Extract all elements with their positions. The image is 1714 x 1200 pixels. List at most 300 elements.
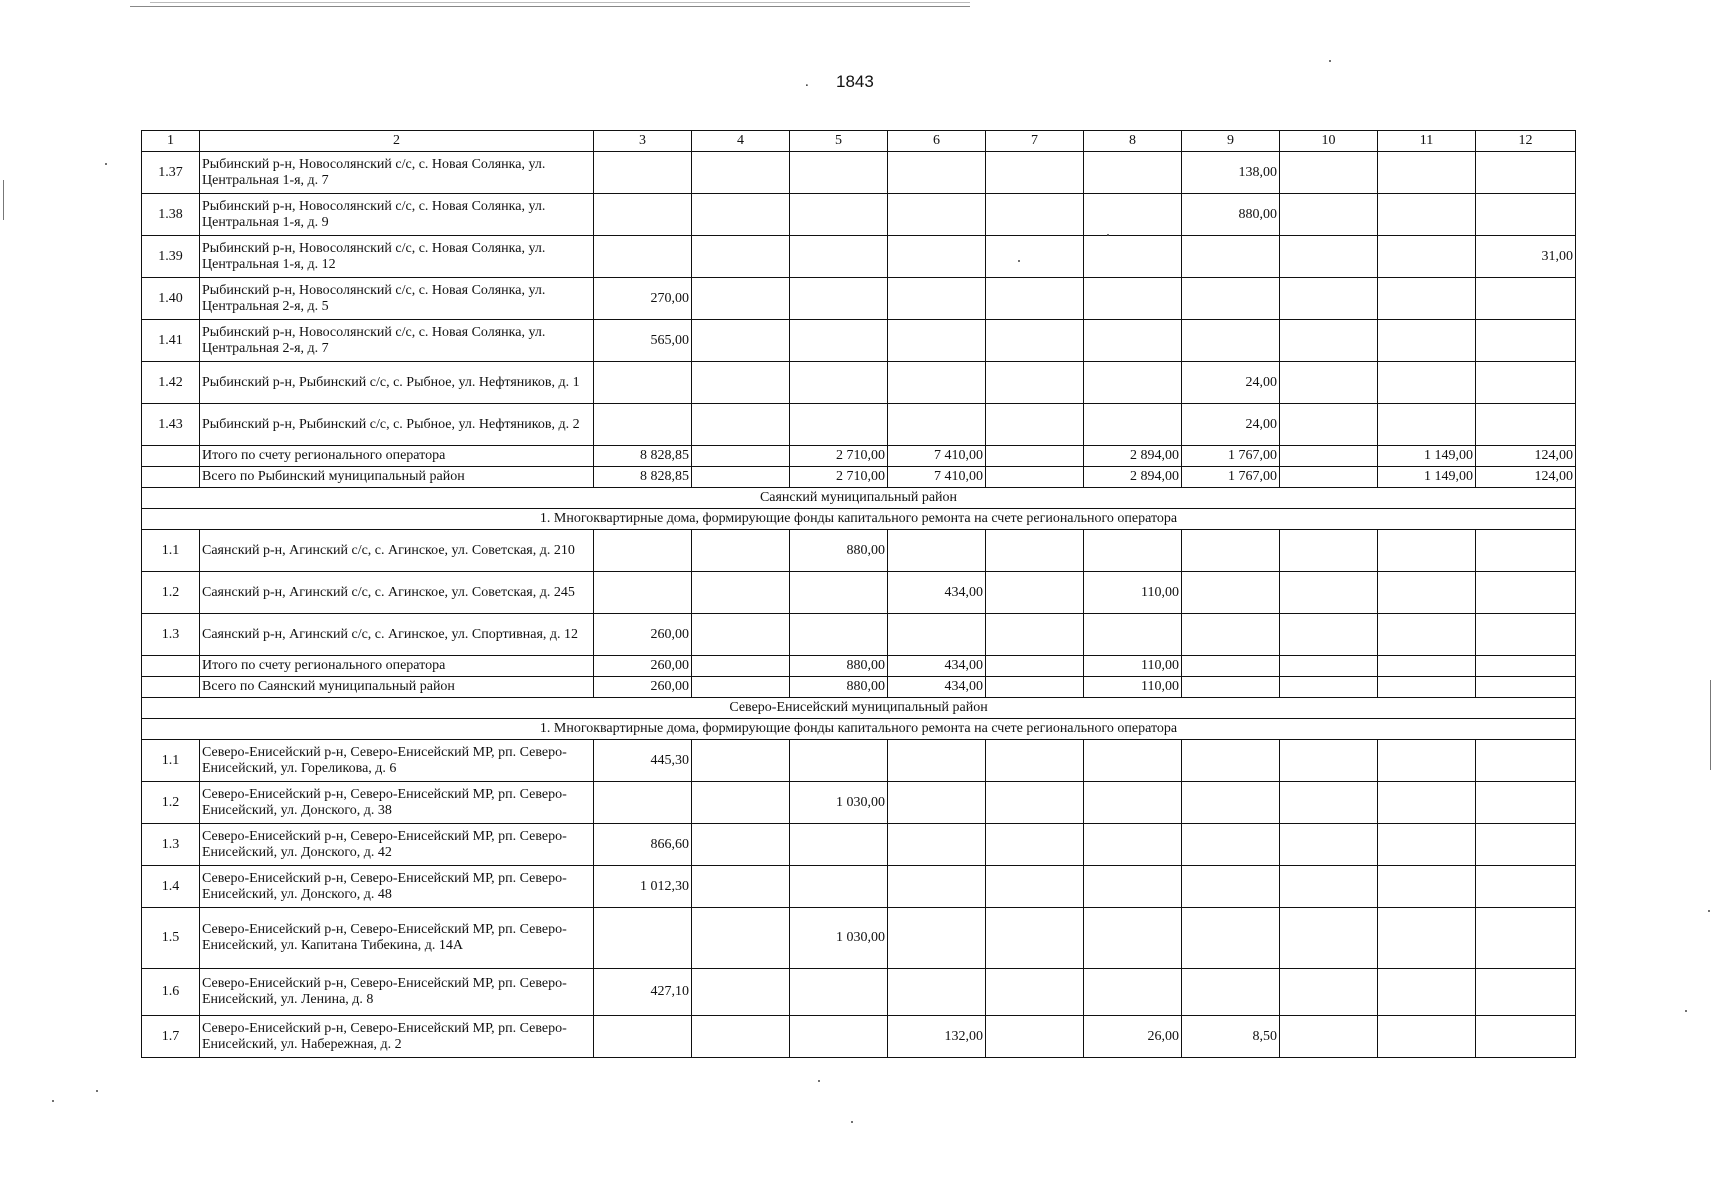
value-cell-col-10 xyxy=(1280,236,1378,278)
value-cell-col-3: 445,30 xyxy=(594,740,692,782)
section-title: Саянский муниципальный район xyxy=(142,488,1576,509)
value-cell-col-8: 26,00 xyxy=(1084,1016,1182,1058)
value-cell-col-9 xyxy=(1182,824,1280,866)
value-cell-col-11 xyxy=(1378,782,1476,824)
value-cell-col-12 xyxy=(1476,572,1576,614)
value-cell-col-3 xyxy=(594,908,692,969)
address-cell: Рыбинский р-н, Новосолянский с/с, с. Новая Солянка, ул. Центральная 1-я, д. 9 xyxy=(200,194,594,236)
value-cell-col-12 xyxy=(1476,614,1576,656)
value-cell-col-6 xyxy=(888,152,986,194)
row-number: 1.42 xyxy=(142,362,200,404)
table-row xyxy=(142,740,1576,782)
value-cell-col-11 xyxy=(1378,278,1476,320)
value-cell-col-5 xyxy=(790,614,888,656)
value-cell-col-11 xyxy=(1378,194,1476,236)
value-cell-col-6 xyxy=(888,236,986,278)
total-label: Итого по счету регионального оператора xyxy=(200,446,594,467)
value-cell-col-6: 132,00 xyxy=(888,1016,986,1058)
value-cell-col-6: 434,00 xyxy=(888,572,986,614)
value-cell-col-8: 110,00 xyxy=(1084,677,1182,698)
value-cell-col-6 xyxy=(888,614,986,656)
value-cell-col-3 xyxy=(594,194,692,236)
row-number: 1.5 xyxy=(142,908,200,969)
value-cell-col-3 xyxy=(594,530,692,572)
value-cell-col-11 xyxy=(1378,824,1476,866)
value-cell-col-9: 24,00 xyxy=(1182,362,1280,404)
header-cell: 8 xyxy=(1084,131,1182,152)
value-cell-col-10 xyxy=(1280,467,1378,488)
value-cell-col-9: 1 767,00 xyxy=(1182,467,1280,488)
row-number: 1.2 xyxy=(142,572,200,614)
value-cell-col-4 xyxy=(692,530,790,572)
value-cell-col-4 xyxy=(692,908,790,969)
value-cell-col-5: 1 030,00 xyxy=(790,908,888,969)
value-cell-col-3 xyxy=(594,404,692,446)
page-dot: . xyxy=(805,74,809,90)
value-cell-col-12 xyxy=(1476,404,1576,446)
value-cell-col-7 xyxy=(986,362,1084,404)
header-cell: 11 xyxy=(1378,131,1476,152)
value-cell-col-8 xyxy=(1084,404,1182,446)
value-cell-col-6 xyxy=(888,194,986,236)
value-cell-col-7 xyxy=(986,656,1084,677)
value-cell-col-5: 1 030,00 xyxy=(790,782,888,824)
value-cell-col-9 xyxy=(1182,782,1280,824)
row-number xyxy=(142,446,200,467)
value-cell-col-4 xyxy=(692,677,790,698)
value-cell-col-7 xyxy=(986,782,1084,824)
row-number: 1.4 xyxy=(142,866,200,908)
value-cell-col-7 xyxy=(986,446,1084,467)
value-cell-col-7 xyxy=(986,404,1084,446)
value-cell-col-5 xyxy=(790,362,888,404)
total-label: Всего по Рыбинский муниципальный район xyxy=(200,467,594,488)
value-cell-col-6 xyxy=(888,320,986,362)
value-cell-col-4 xyxy=(692,969,790,1016)
value-cell-col-4 xyxy=(692,824,790,866)
value-cell-col-4 xyxy=(692,656,790,677)
value-cell-col-3 xyxy=(594,782,692,824)
value-cell-col-9 xyxy=(1182,614,1280,656)
row-number: 1.3 xyxy=(142,824,200,866)
header-cell: 1 xyxy=(142,131,200,152)
row-number: 1.1 xyxy=(142,740,200,782)
scan-speck xyxy=(1708,910,1710,912)
value-cell-col-11 xyxy=(1378,530,1476,572)
value-cell-col-12 xyxy=(1476,740,1576,782)
value-cell-col-9: 1 767,00 xyxy=(1182,446,1280,467)
scan-speck xyxy=(52,1100,54,1102)
value-cell-col-12 xyxy=(1476,194,1576,236)
value-cell-col-5 xyxy=(790,969,888,1016)
total-row xyxy=(142,677,1576,698)
row-number: 1.41 xyxy=(142,320,200,362)
value-cell-col-4 xyxy=(692,446,790,467)
value-cell-col-3: 565,00 xyxy=(594,320,692,362)
page-number: 1843 xyxy=(836,72,874,91)
value-cell-col-9 xyxy=(1182,677,1280,698)
value-cell-col-11 xyxy=(1378,677,1476,698)
value-cell-col-8 xyxy=(1084,824,1182,866)
row-number: 1.43 xyxy=(142,404,200,446)
value-cell-col-3 xyxy=(594,362,692,404)
value-cell-col-8: 110,00 xyxy=(1084,572,1182,614)
value-cell-col-5: 880,00 xyxy=(790,530,888,572)
value-cell-col-10 xyxy=(1280,362,1378,404)
value-cell-col-10 xyxy=(1280,969,1378,1016)
address-cell: Северо-Енисейский р-н, Северо-Енисейский МР, рп. Северо-Енисейский, ул. Гореликова, д. 6 xyxy=(200,740,594,782)
value-cell-col-12 xyxy=(1476,866,1576,908)
address-cell: Саянский р-н, Агинский с/с, с. Агинское, ул. Советская, д. 245 xyxy=(200,572,594,614)
value-cell-col-3: 270,00 xyxy=(594,278,692,320)
header-row xyxy=(142,131,1576,152)
value-cell-col-6 xyxy=(888,404,986,446)
value-cell-col-12 xyxy=(1476,677,1576,698)
value-cell-col-5 xyxy=(790,404,888,446)
value-cell-col-5 xyxy=(790,572,888,614)
section-title: 1. Многоквартирные дома, формирующие фонды капитального ремонта на счете регионального оператора xyxy=(142,719,1576,740)
value-cell-col-6 xyxy=(888,278,986,320)
value-cell-col-12: 31,00 xyxy=(1476,236,1576,278)
value-cell-col-7 xyxy=(986,152,1084,194)
value-cell-col-9 xyxy=(1182,278,1280,320)
value-cell-col-7 xyxy=(986,677,1084,698)
value-cell-col-9 xyxy=(1182,236,1280,278)
row-number xyxy=(142,677,200,698)
value-cell-col-8: 2 894,00 xyxy=(1084,446,1182,467)
row-number: 1.1 xyxy=(142,530,200,572)
value-cell-col-6 xyxy=(888,908,986,969)
header-cell: 7 xyxy=(986,131,1084,152)
header-cell: 12 xyxy=(1476,131,1576,152)
row-number: 1.7 xyxy=(142,1016,200,1058)
value-cell-col-10 xyxy=(1280,824,1378,866)
header-cell: 4 xyxy=(692,131,790,152)
value-cell-col-7 xyxy=(986,866,1084,908)
table-row xyxy=(142,152,1576,194)
address-cell: Северо-Енисейский р-н, Северо-Енисейский МР, рп. Северо-Енисейский, ул. Донского, д. 38 xyxy=(200,782,594,824)
value-cell-col-4 xyxy=(692,404,790,446)
table-row xyxy=(142,614,1576,656)
total-label: Итого по счету регионального оператора xyxy=(200,656,594,677)
value-cell-col-9 xyxy=(1182,572,1280,614)
value-cell-col-5 xyxy=(790,152,888,194)
value-cell-col-11 xyxy=(1378,572,1476,614)
value-cell-col-9 xyxy=(1182,740,1280,782)
value-cell-col-5: 880,00 xyxy=(790,656,888,677)
value-cell-col-11 xyxy=(1378,614,1476,656)
value-cell-col-6: 434,00 xyxy=(888,656,986,677)
value-cell-col-6 xyxy=(888,969,986,1016)
value-cell-col-11 xyxy=(1378,152,1476,194)
table-row xyxy=(142,969,1576,1016)
value-cell-col-12 xyxy=(1476,362,1576,404)
address-cell: Саянский р-н, Агинский с/с, с. Агинское, ул. Советская, д. 210 xyxy=(200,530,594,572)
value-cell-col-4 xyxy=(692,782,790,824)
value-cell-col-10 xyxy=(1280,677,1378,698)
value-cell-col-7 xyxy=(986,278,1084,320)
value-cell-col-10 xyxy=(1280,782,1378,824)
value-cell-col-12 xyxy=(1476,824,1576,866)
section-row xyxy=(142,509,1576,530)
value-cell-col-4 xyxy=(692,194,790,236)
value-cell-col-7 xyxy=(986,908,1084,969)
value-cell-col-7 xyxy=(986,740,1084,782)
value-cell-col-9: 8,50 xyxy=(1182,1016,1280,1058)
value-cell-col-9 xyxy=(1182,866,1280,908)
value-cell-col-8 xyxy=(1084,152,1182,194)
value-cell-col-7 xyxy=(986,614,1084,656)
value-cell-col-5 xyxy=(790,278,888,320)
value-cell-col-11: 1 149,00 xyxy=(1378,467,1476,488)
section-row xyxy=(142,719,1576,740)
table-row xyxy=(142,320,1576,362)
scan-edge-mark xyxy=(3,180,4,220)
value-cell-col-3 xyxy=(594,572,692,614)
value-cell-col-4 xyxy=(692,1016,790,1058)
value-cell-col-8 xyxy=(1084,278,1182,320)
value-cell-col-6 xyxy=(888,824,986,866)
row-number xyxy=(142,656,200,677)
value-cell-col-10 xyxy=(1280,446,1378,467)
value-cell-col-10 xyxy=(1280,614,1378,656)
value-cell-col-9 xyxy=(1182,320,1280,362)
row-number: 1.40 xyxy=(142,278,200,320)
value-cell-col-11 xyxy=(1378,404,1476,446)
value-cell-col-11 xyxy=(1378,656,1476,677)
scan-speck xyxy=(96,1090,98,1092)
value-cell-col-12 xyxy=(1476,320,1576,362)
row-number: 1.2 xyxy=(142,782,200,824)
value-cell-col-12 xyxy=(1476,656,1576,677)
value-cell-col-6 xyxy=(888,782,986,824)
address-cell: Рыбинский р-н, Рыбинский с/с, с. Рыбное, ул. Нефтяников, д. 1 xyxy=(200,362,594,404)
value-cell-col-8 xyxy=(1084,969,1182,1016)
value-cell-col-10 xyxy=(1280,152,1378,194)
value-cell-col-4 xyxy=(692,467,790,488)
value-cell-col-10 xyxy=(1280,320,1378,362)
value-cell-col-5 xyxy=(790,236,888,278)
value-cell-col-8 xyxy=(1084,530,1182,572)
value-cell-col-11 xyxy=(1378,969,1476,1016)
value-cell-col-4 xyxy=(692,278,790,320)
table-row xyxy=(142,362,1576,404)
address-cell: Рыбинский р-н, Рыбинский с/с, с. Рыбное, ул. Нефтяников, д. 2 xyxy=(200,404,594,446)
section-row xyxy=(142,488,1576,509)
value-cell-col-5 xyxy=(790,1016,888,1058)
value-cell-col-8 xyxy=(1084,362,1182,404)
value-cell-col-10 xyxy=(1280,278,1378,320)
total-row xyxy=(142,656,1576,677)
value-cell-col-12 xyxy=(1476,278,1576,320)
value-cell-col-3 xyxy=(594,152,692,194)
value-cell-col-7 xyxy=(986,236,1084,278)
value-cell-col-3: 260,00 xyxy=(594,614,692,656)
address-cell: Северо-Енисейский р-н, Северо-Енисейский МР, рп. Северо-Енисейский, ул. Набережная, д. 2 xyxy=(200,1016,594,1058)
scan-speck xyxy=(1107,234,1109,236)
row-number xyxy=(142,467,200,488)
value-cell-col-4 xyxy=(692,362,790,404)
header-cell: 2 xyxy=(200,131,594,152)
value-cell-col-9 xyxy=(1182,908,1280,969)
value-cell-col-6 xyxy=(888,362,986,404)
value-cell-col-8 xyxy=(1084,614,1182,656)
value-cell-col-6: 7 410,00 xyxy=(888,446,986,467)
table-row xyxy=(142,866,1576,908)
address-cell: Северо-Енисейский р-н, Северо-Енисейский МР, рп. Северо-Енисейский, ул. Донского, д. 42 xyxy=(200,824,594,866)
value-cell-col-11 xyxy=(1378,740,1476,782)
row-number: 1.39 xyxy=(142,236,200,278)
value-cell-col-9 xyxy=(1182,656,1280,677)
value-cell-col-5: 880,00 xyxy=(790,677,888,698)
table-row xyxy=(142,782,1576,824)
value-cell-col-4 xyxy=(692,740,790,782)
value-cell-col-4 xyxy=(692,572,790,614)
address-cell: Рыбинский р-н, Новосолянский с/с, с. Новая Солянка, ул. Центральная 2-я, д. 5 xyxy=(200,278,594,320)
value-cell-col-10 xyxy=(1280,656,1378,677)
value-cell-col-7 xyxy=(986,1016,1084,1058)
table-row xyxy=(142,278,1576,320)
value-cell-col-9: 138,00 xyxy=(1182,152,1280,194)
section-row xyxy=(142,698,1576,719)
value-cell-col-4 xyxy=(692,320,790,362)
value-cell-col-10 xyxy=(1280,404,1378,446)
value-cell-col-7 xyxy=(986,467,1084,488)
value-cell-col-7 xyxy=(986,194,1084,236)
value-cell-col-5 xyxy=(790,194,888,236)
value-cell-col-10 xyxy=(1280,530,1378,572)
scan-edge-line xyxy=(150,2,970,3)
address-cell: Северо-Енисейский р-н, Северо-Енисейский МР, рп. Северо-Енисейский, ул. Донского, д. 48 xyxy=(200,866,594,908)
value-cell-col-3 xyxy=(594,1016,692,1058)
value-cell-col-10 xyxy=(1280,572,1378,614)
section-title: 1. Многоквартирные дома, формирующие фонды капитального ремонта на счете регионального оператора xyxy=(142,509,1576,530)
value-cell-col-5 xyxy=(790,824,888,866)
value-cell-col-5 xyxy=(790,866,888,908)
total-row xyxy=(142,446,1576,467)
value-cell-col-4 xyxy=(692,866,790,908)
value-cell-col-10 xyxy=(1280,740,1378,782)
value-cell-col-3: 8 828,85 xyxy=(594,446,692,467)
value-cell-col-10 xyxy=(1280,194,1378,236)
value-cell-col-8 xyxy=(1084,908,1182,969)
value-cell-col-4 xyxy=(692,236,790,278)
value-cell-col-10 xyxy=(1280,908,1378,969)
table-row xyxy=(142,824,1576,866)
value-cell-col-6: 7 410,00 xyxy=(888,467,986,488)
value-cell-col-7 xyxy=(986,572,1084,614)
value-cell-col-3 xyxy=(594,236,692,278)
value-cell-col-9 xyxy=(1182,969,1280,1016)
value-cell-col-11 xyxy=(1378,236,1476,278)
value-cell-col-11 xyxy=(1378,866,1476,908)
value-cell-col-7 xyxy=(986,969,1084,1016)
value-cell-col-8: 2 894,00 xyxy=(1084,467,1182,488)
row-number: 1.3 xyxy=(142,614,200,656)
value-cell-col-6 xyxy=(888,530,986,572)
scan-speck xyxy=(1685,1010,1687,1012)
value-cell-col-9 xyxy=(1182,530,1280,572)
address-cell: Рыбинский р-н, Новосолянский с/с, с. Новая Солянка, ул. Центральная 1-я, д. 7 xyxy=(200,152,594,194)
row-number: 1.38 xyxy=(142,194,200,236)
value-cell-col-12 xyxy=(1476,782,1576,824)
scan-edge-line xyxy=(130,6,970,7)
table-row xyxy=(142,572,1576,614)
address-cell: Рыбинский р-н, Новосолянский с/с, с. Новая Солянка, ул. Центральная 2-я, д. 7 xyxy=(200,320,594,362)
value-cell-col-10 xyxy=(1280,866,1378,908)
value-cell-col-12 xyxy=(1476,530,1576,572)
value-cell-col-11 xyxy=(1378,362,1476,404)
value-cell-col-9: 24,00 xyxy=(1182,404,1280,446)
value-cell-col-7 xyxy=(986,530,1084,572)
value-cell-col-5: 2 710,00 xyxy=(790,446,888,467)
scan-speck xyxy=(818,1080,820,1082)
scan-speck xyxy=(1329,60,1331,62)
value-cell-col-12 xyxy=(1476,152,1576,194)
address-cell: Северо-Енисейский р-н, Северо-Енисейский МР, рп. Северо-Енисейский, ул. Капитана Тибекина, д. 14А xyxy=(200,908,594,969)
value-cell-col-3: 1 012,30 xyxy=(594,866,692,908)
scan-edge-mark xyxy=(1710,680,1711,770)
value-cell-col-9: 880,00 xyxy=(1182,194,1280,236)
value-cell-col-6: 434,00 xyxy=(888,677,986,698)
value-cell-col-8 xyxy=(1084,740,1182,782)
value-cell-col-3: 260,00 xyxy=(594,656,692,677)
section-title: Северо-Енисейский муниципальный район xyxy=(142,698,1576,719)
value-cell-col-11 xyxy=(1378,908,1476,969)
value-cell-col-3: 8 828,85 xyxy=(594,467,692,488)
value-cell-col-8: 110,00 xyxy=(1084,656,1182,677)
value-cell-col-11: 1 149,00 xyxy=(1378,446,1476,467)
value-cell-col-12 xyxy=(1476,1016,1576,1058)
value-cell-col-10 xyxy=(1280,1016,1378,1058)
value-cell-col-6 xyxy=(888,740,986,782)
address-cell: Северо-Енисейский р-н, Северо-Енисейский МР, рп. Северо-Енисейский, ул. Ленина, д. 8 xyxy=(200,969,594,1016)
value-cell-col-6 xyxy=(888,866,986,908)
header-cell: 10 xyxy=(1280,131,1378,152)
table-row xyxy=(142,194,1576,236)
value-cell-col-4 xyxy=(692,152,790,194)
value-cell-col-7 xyxy=(986,824,1084,866)
value-cell-col-12: 124,00 xyxy=(1476,467,1576,488)
value-cell-col-12: 124,00 xyxy=(1476,446,1576,467)
header-cell: 9 xyxy=(1182,131,1280,152)
table-row xyxy=(142,236,1576,278)
total-label: Всего по Саянский муниципальный район xyxy=(200,677,594,698)
address-cell: Рыбинский р-н, Новосолянский с/с, с. Новая Солянка, ул. Центральная 1-я, д. 12 xyxy=(200,236,594,278)
value-cell-col-3: 427,10 xyxy=(594,969,692,1016)
header-cell: 5 xyxy=(790,131,888,152)
table-row xyxy=(142,530,1576,572)
value-cell-col-11 xyxy=(1378,1016,1476,1058)
scan-speck xyxy=(1018,260,1020,262)
value-cell-col-3: 260,00 xyxy=(594,677,692,698)
value-cell-col-8 xyxy=(1084,866,1182,908)
scan-speck xyxy=(851,1121,853,1123)
value-cell-col-8 xyxy=(1084,194,1182,236)
data-table xyxy=(141,130,1576,1058)
value-cell-col-12 xyxy=(1476,908,1576,969)
value-cell-col-11 xyxy=(1378,320,1476,362)
scan-speck xyxy=(105,163,107,165)
value-cell-col-8 xyxy=(1084,236,1182,278)
value-cell-col-8 xyxy=(1084,782,1182,824)
row-number: 1.37 xyxy=(142,152,200,194)
total-row xyxy=(142,467,1576,488)
value-cell-col-5 xyxy=(790,740,888,782)
value-cell-col-5 xyxy=(790,320,888,362)
header-cell: 3 xyxy=(594,131,692,152)
value-cell-col-5: 2 710,00 xyxy=(790,467,888,488)
